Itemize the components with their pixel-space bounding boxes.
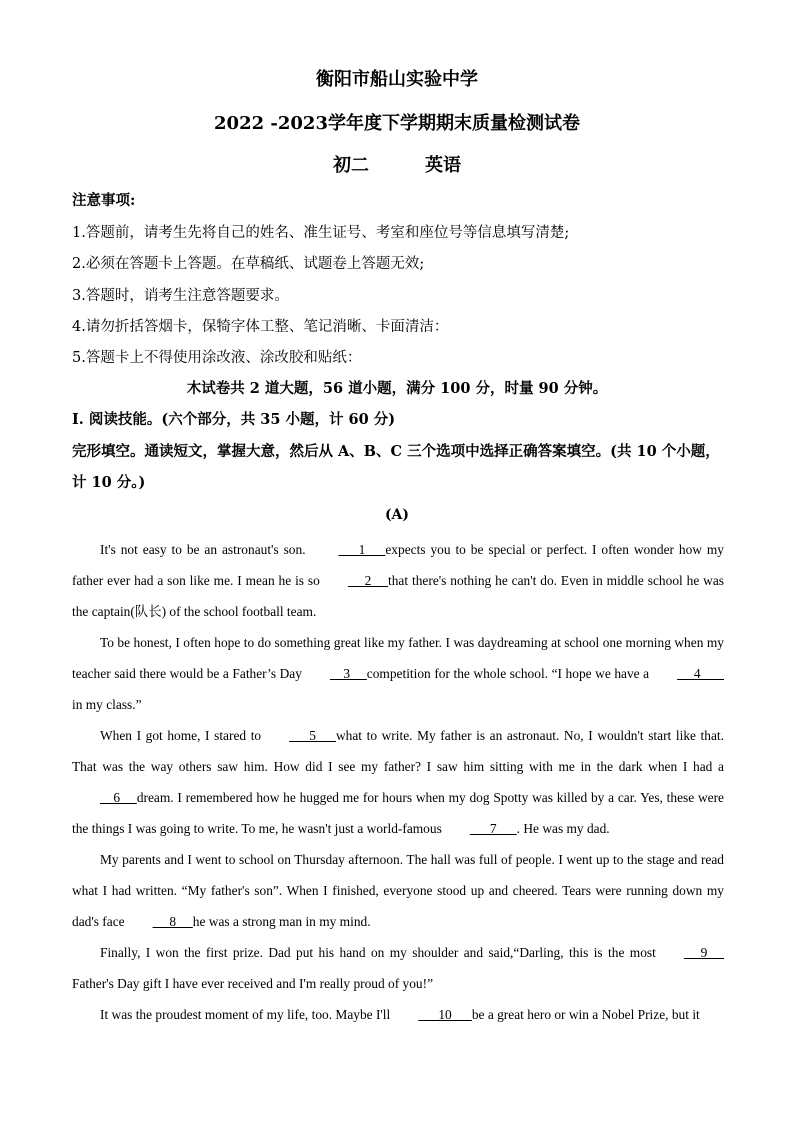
passage-paragraph: To be honest, I often hope to do something great like my father. I was daydreaming at school one morning when my teacher said there would be a Father’s Day 3 competition for the whole school. “I hope we have a 4 in my class.” — [72, 635, 724, 712]
blank-9: 9 — [683, 945, 724, 960]
school-name: 衡阳市船山实验中学 — [316, 69, 478, 90]
cloze-passage — [72, 534, 724, 1030]
notice-item: 3.答题时，诮考生注意答题要求。 — [72, 288, 289, 304]
blank-5: 5 — [289, 728, 336, 743]
section-title: I. 阅读技能。(六个部分，共 35 小题，计 60 分) — [72, 411, 396, 428]
passage-paragraph: My parents and I went to school on Thursday afternoon. The hall was full of people. I went up to the stage and read what I had written. “My father's son”. When I finished, everyone stood up and cheered. Tears were running down my dad's face 8 he was a strong man in my mind. — [72, 844, 724, 937]
section-instruction: 完形填空。通读短文，掌握大意，然后从 A、B、C 三个选项中选择正确答案填空。(共 10 个小题，计 10 分。) — [72, 443, 720, 491]
notice-item: 1.答题前，请考生先将自己的姓名、准生证号、考室和座位号等信息填写清楚; — [72, 225, 570, 241]
blank-6: 6 — [100, 790, 137, 805]
passage-paragraph: It was the proudest moment of my life, too. Maybe I'll 10 be a great hero or win a Nobel Prize, but it — [72, 999, 724, 1030]
blank-10: 10 — [418, 1007, 472, 1022]
notice-item: 5.答题卡上不得使用涂改液、涂改胶和贴纸： — [72, 350, 362, 366]
blank-3: 3 — [329, 666, 367, 681]
subject-label: 英语 — [425, 155, 461, 176]
blank-4: 4 — [677, 666, 724, 681]
notice-item: 2.必须在答题卡上答题。在草稿纸、试题卷上答题无效; — [72, 256, 425, 272]
grade-subject — [0, 154, 794, 178]
passage-label: (A) — [384, 507, 410, 523]
blank-7: 7 — [469, 821, 517, 836]
grade-label: 初二 — [333, 155, 369, 176]
blank-8: 8 — [152, 914, 193, 929]
notice-item: 4.请勿折括答烟卡，保犄字体工整、笔记消晰、卡面清洁： — [72, 319, 449, 335]
exam-title: 2022 -2023学年度下学期期末质量检测试卷 — [214, 113, 580, 134]
notice-heading: 注意事项: — [72, 192, 136, 209]
blank-2: 2 — [347, 573, 389, 588]
passage-paragraph: Finally, I won the first prize. Dad put his hand on my shoulder and said,“Darling, this is the most 9 Father's Day gift I have ever received and I'm really proud of you!” — [72, 937, 724, 999]
passage-paragraph: When I got home, I stared to 5 what to write. My father is an astronaut. No, I wouldn't start like that. That was the way others saw him. How did I see my father? I saw him sitting with me in the dark when I had a 6 dream. I remembered how he hugged me for hours when my dog Spotty was killed by a car. Yes, these were the things I was going to write. To me, he wasn't just a world-famous 7 . He was my dad. — [72, 720, 724, 844]
exam-summary: 木试卷共 2 道大题，56 道小题，满分 100 分，时量 90 分钟。 — [186, 380, 608, 397]
passage-paragraph: It's not easy to be an astronaut's son. 1 expects you to be special or perfect. I often wonder how my father ever had a son like me. I mean he is so 2 that there's nothing he can't do. Even in middle school he was the captain(队长) of the school football team. — [72, 534, 724, 627]
blank-1: 1 — [338, 542, 386, 557]
